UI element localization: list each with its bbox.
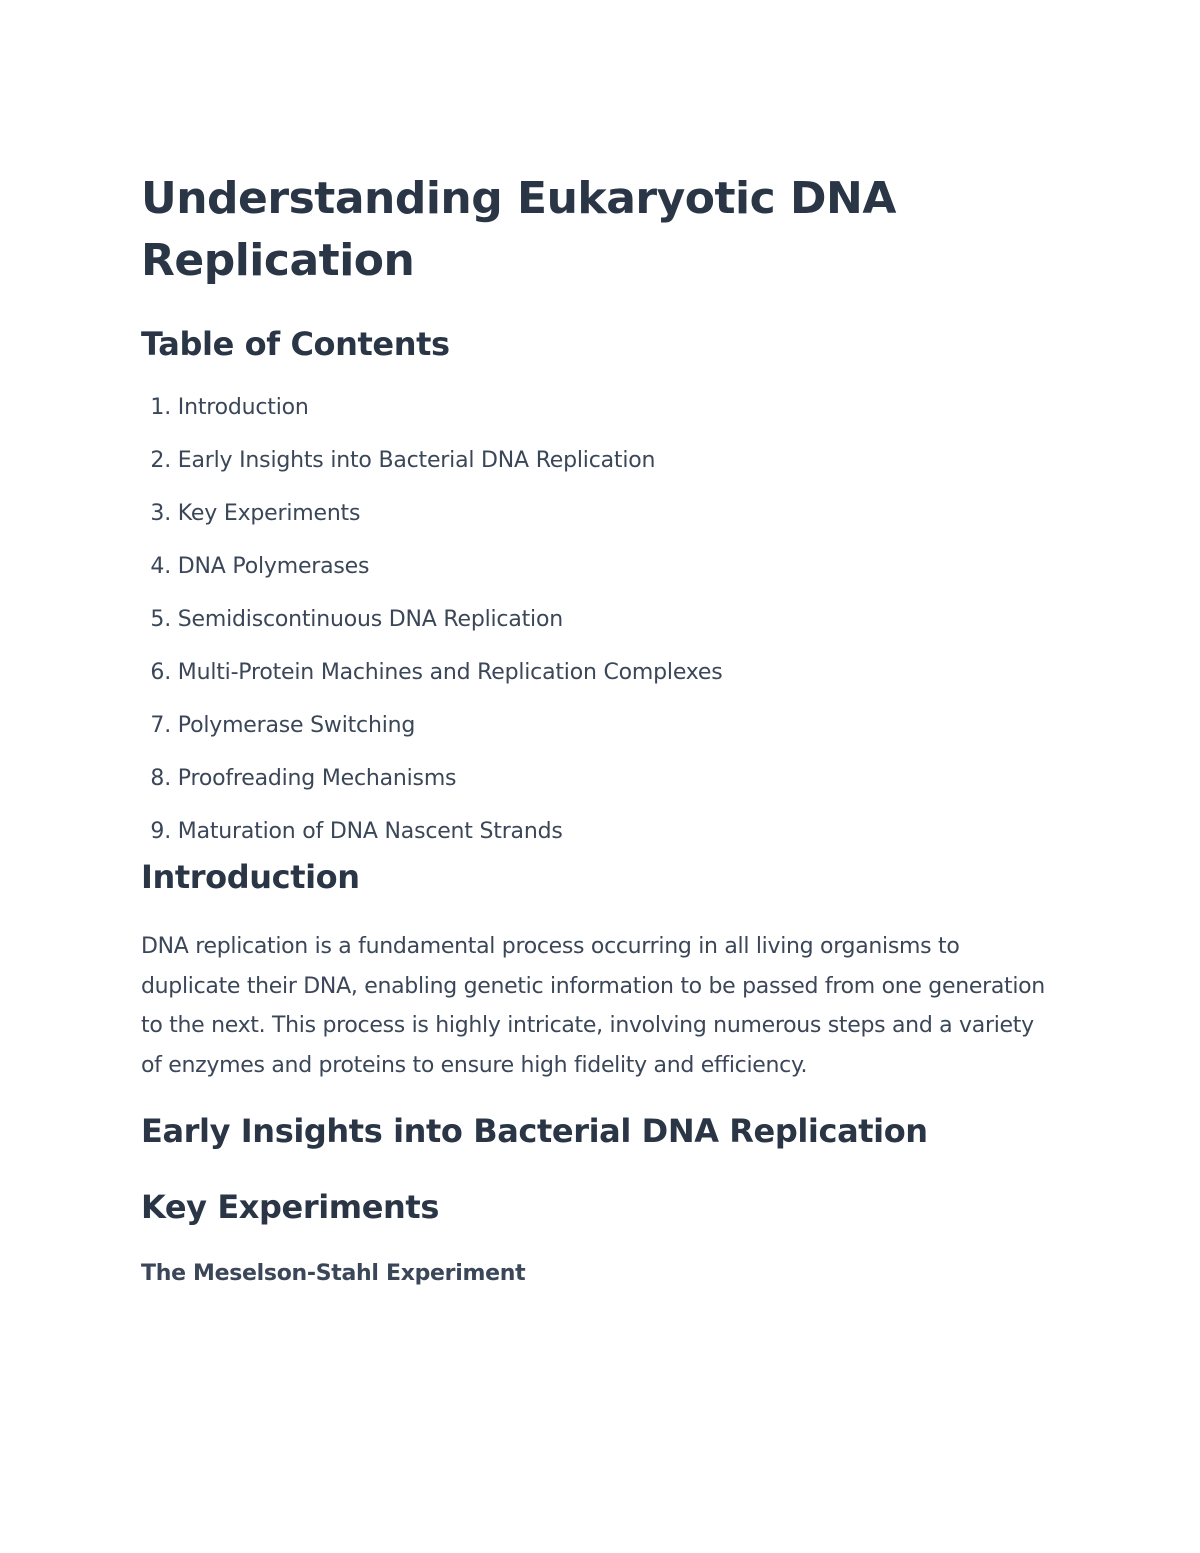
toc-item-early-insights[interactable] bbox=[141, 447, 1061, 500]
toc-link[interactable]: Key Experiments bbox=[177, 501, 361, 526]
toc-number: 1. bbox=[150, 395, 171, 420]
toc-item-polymerase-switching[interactable] bbox=[141, 712, 1061, 765]
toc-number: 2. bbox=[150, 448, 171, 473]
toc-number: 5. bbox=[150, 607, 171, 632]
toc-heading: Table of Contents bbox=[141, 325, 450, 363]
toc-number: 7. bbox=[150, 713, 171, 738]
toc-item-dna-polymerases[interactable] bbox=[141, 553, 1061, 606]
toc-item-key-experiments[interactable] bbox=[141, 500, 1061, 553]
toc-link[interactable]: Multi-Protein Machines and Replication Complexes bbox=[177, 660, 723, 685]
document-title: Understanding Eukaryotic DNA Replication bbox=[141, 173, 896, 286]
toc-item-multi-protein-machines[interactable] bbox=[141, 659, 1061, 712]
document-page bbox=[141, 168, 1061, 1289]
toc-link[interactable]: Introduction bbox=[177, 395, 309, 420]
toc-link[interactable]: Proofreading Mechanisms bbox=[177, 766, 457, 791]
introduction-heading: Introduction bbox=[141, 858, 360, 896]
toc-link[interactable]: Maturation of DNA Nascent Strands bbox=[177, 819, 563, 844]
toc-number: 6. bbox=[150, 660, 171, 685]
toc-link[interactable]: Polymerase Switching bbox=[177, 713, 416, 738]
early-insights-heading: Early Insights into Bacterial DNA Replication bbox=[141, 1112, 928, 1151]
toc-item-introduction[interactable] bbox=[141, 394, 1061, 447]
toc-link[interactable]: Early Insights into Bacterial DNA Replication bbox=[177, 448, 656, 473]
toc-item-semidiscontinuous[interactable] bbox=[141, 606, 1061, 659]
toc-item-proofreading[interactable] bbox=[141, 765, 1061, 818]
table-of-contents bbox=[141, 394, 1061, 871]
toc-link[interactable]: Semidiscontinuous DNA Replication bbox=[177, 607, 563, 632]
toc-link[interactable]: DNA Polymerases bbox=[177, 554, 370, 579]
toc-number: 8. bbox=[150, 766, 171, 791]
introduction-paragraph: DNA replication is a fundamental process occurring in all living organisms to duplicate their DNA, enabling genetic information to be passed from one generation to the next. This process is highly intricate, involving numerous steps and a variety of enzymes and proteins to ensure high fidelity and efficiency. bbox=[141, 934, 1045, 1078]
meselson-stahl-subheading: The Meselson-Stahl Experiment bbox=[141, 1261, 526, 1287]
toc-number: 3. bbox=[150, 501, 171, 526]
key-experiments-heading: Key Experiments bbox=[141, 1188, 439, 1227]
toc-number: 4. bbox=[150, 554, 171, 579]
toc-number: 9. bbox=[150, 819, 171, 844]
